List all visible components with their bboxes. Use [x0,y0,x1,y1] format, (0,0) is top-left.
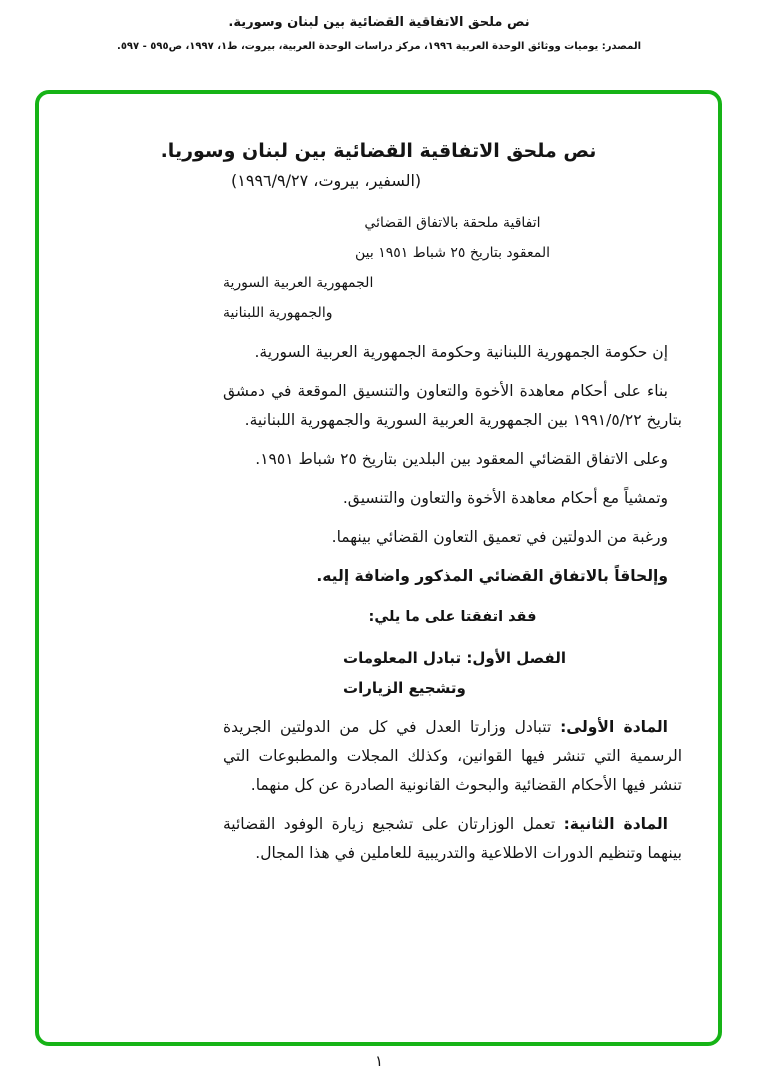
article-paragraph [223,713,682,800]
preamble-paragraph: إن حكومة الجمهورية اللبنانية وحكومة الجمهورية العربية السورية. [254,343,668,361]
chapter-heading-line: الفصل الأول: تبادل المعلومات [343,649,566,667]
article-lead: المادة الثانية: [563,815,668,833]
document-title: نص ملحق الاتفاقية القضائية بين لبنان وسوريا. [160,140,597,162]
page-header [0,0,758,52]
agreement-line: فقد اتفقتا على ما يلي: [368,609,537,625]
preamble-paragraph: وتمشياً مع أحكام معاهدة الأخوة والتعاون والتنسيق. [342,489,668,507]
intro-block [223,208,682,328]
chapter-heading-line: وتشجيع الزيارات [343,679,466,697]
intro-line: اتفاقية ملحقة بالاتفاق القضائي [364,215,541,231]
preamble-paragraph: ورغبة من الدولتين في تعميق التعاون القضائي بينهما. [331,528,668,546]
article-lead: المادة الأولى: [560,718,668,736]
preamble-paragraph: وعلى الاتفاق القضائي المعقود بين البلدين بتاريخ ٢٥ شباط ١٩٥١. [255,450,668,468]
article-paragraph [223,810,682,868]
header-title: نص ملحق الاتفاقية القضائية بين لبنان وسورية. [228,15,530,30]
article-text: تتبادل وزارتا العدل في كل من الدولتين الجريدة الرسمية التي تنشر فيها القوانين، وكذلك المجلات والمطبوعات التي تنشر فيها الأحكام القضائية والبحوث القانونية الصادرة عن كل منهما. [223,718,682,794]
preamble-paragraph: بناء على أحكام معاهدة الأخوة والتعاون والتنسيق الموقعة في دمشق بتاريخ ١٩٩١/٥/٢٢ بين الجمهورية العربية السورية والجمهورية اللبنانية. [223,382,682,429]
chapter-heading [223,643,682,703]
document-body [39,162,718,868]
document-frame [35,90,722,1046]
article-text: تعمل الوزارتان على تشجيع زيارة الوفود القضائية بينهما وتنظيم الدورات الاطلاعية والتدريبية للعاملين في هذا المجال. [223,815,682,862]
page-number: ١ [374,1052,384,1070]
document-subtitle: (السفير، بيروت، ١٩٩٦/٩/٢٧) [231,171,422,190]
attachment-line: وإلحاقاً بالاتفاق القضائي المذكور واضافة إليه. [316,567,668,585]
intro-line: والجمهورية اللبنانية [223,305,333,321]
intro-line: الجمهورية العربية السورية [223,275,374,291]
header-source-line: المصدر: يوميات ووثائق الوحدة العربية ١٩٩٦، مركز دراسات الوحدة العربية، بيروت، ط١، ١٩٩٧، ص٥٩٥ - ٥٩٧. [117,41,641,52]
intro-line: المعقود بتاريخ ٢٥ شباط ١٩٥١ بين [355,245,550,261]
